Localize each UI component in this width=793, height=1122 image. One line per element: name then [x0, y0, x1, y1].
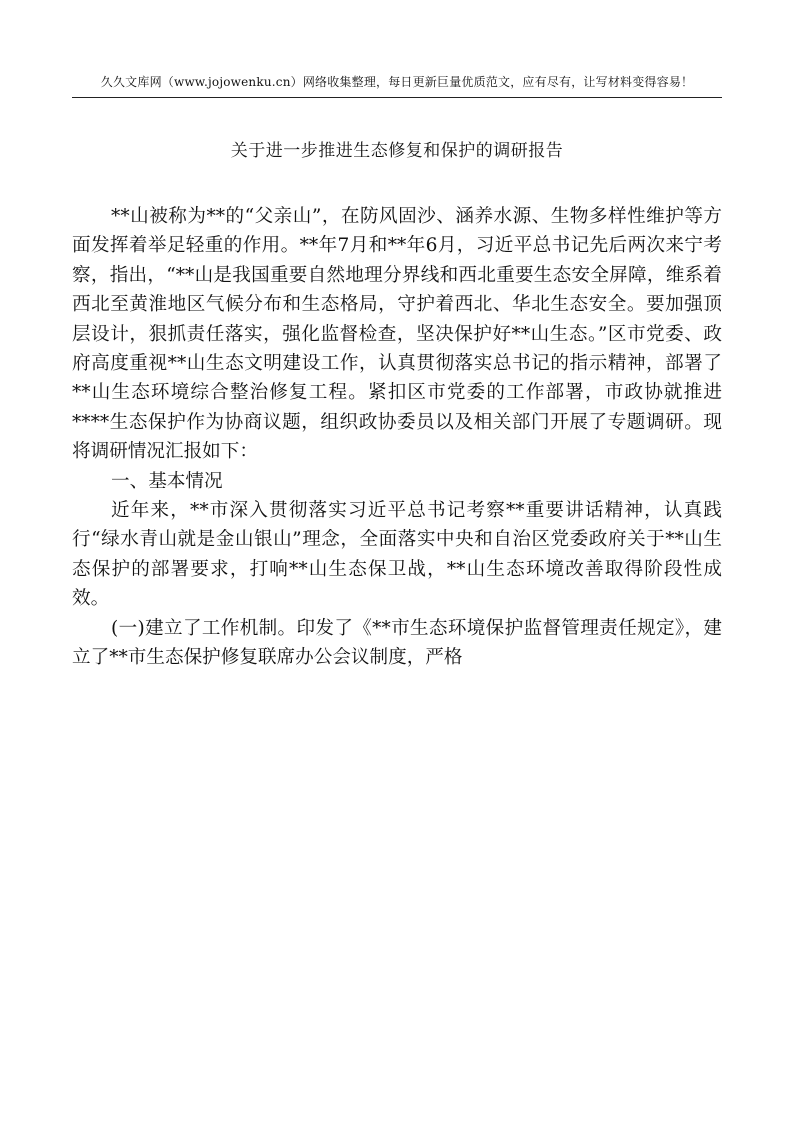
section-heading-basic-situation: 一、基本情况 [111, 470, 223, 492]
paragraph-work-mechanism: (一)建立了工作机制。印发了《**市生态环境保护监督管理责任规定》，建立了**市生态保护修复联席办公会议制度，严格 [72, 617, 722, 669]
header-divider [72, 97, 722, 98]
page-header: 久久文库网（www.jojowenku.cn）网络收集整理，每日更新巨量优质范文，应有尽有，让写材料变得容易！ [100, 75, 694, 89]
document-body [72, 202, 722, 673]
paragraph-overview: 近年来，**市深入贯彻落实习近平总书记考察**重要讲话精神，认真践行“绿水青山就是金山银山”理念，全面落实中央和自治区党委政府关于**山生态保护的部署要求，打响**山生态保卫战，**山生态环境改善取得阶段性成效。 [72, 500, 722, 610]
document-title: 关于进一步推进生态修复和保护的调研报告 [230, 141, 564, 161]
paragraph-intro: **山被称为**的“父亲山”，在防风固沙、涵养水源、生物多样性维护等方面发挥着举足轻重的作用。**年7月和**年6月，习近平总书记先后两次来宁考察，指出，“**山是我国重要自然地理分界线和西北重要生态安全屏障，维系着西北至黄淮地区气候分布和生态格局，守护着西北、华北生态安全。要加强顶层设计，狠抓责任落实，强化监督检查，坚决保护好**山生态。”区市党委、政府高度重视**山生态文明建设工作，认真贯彻落实总书记的指示精神，部署了**山生态环境综合整治修复工程。紧扣区市党委的工作部署，市政协就推进****生态保护作为协商议题，组织政协委员以及相关部门开展了专题调研。现将调研情况汇报如下： [72, 206, 722, 463]
